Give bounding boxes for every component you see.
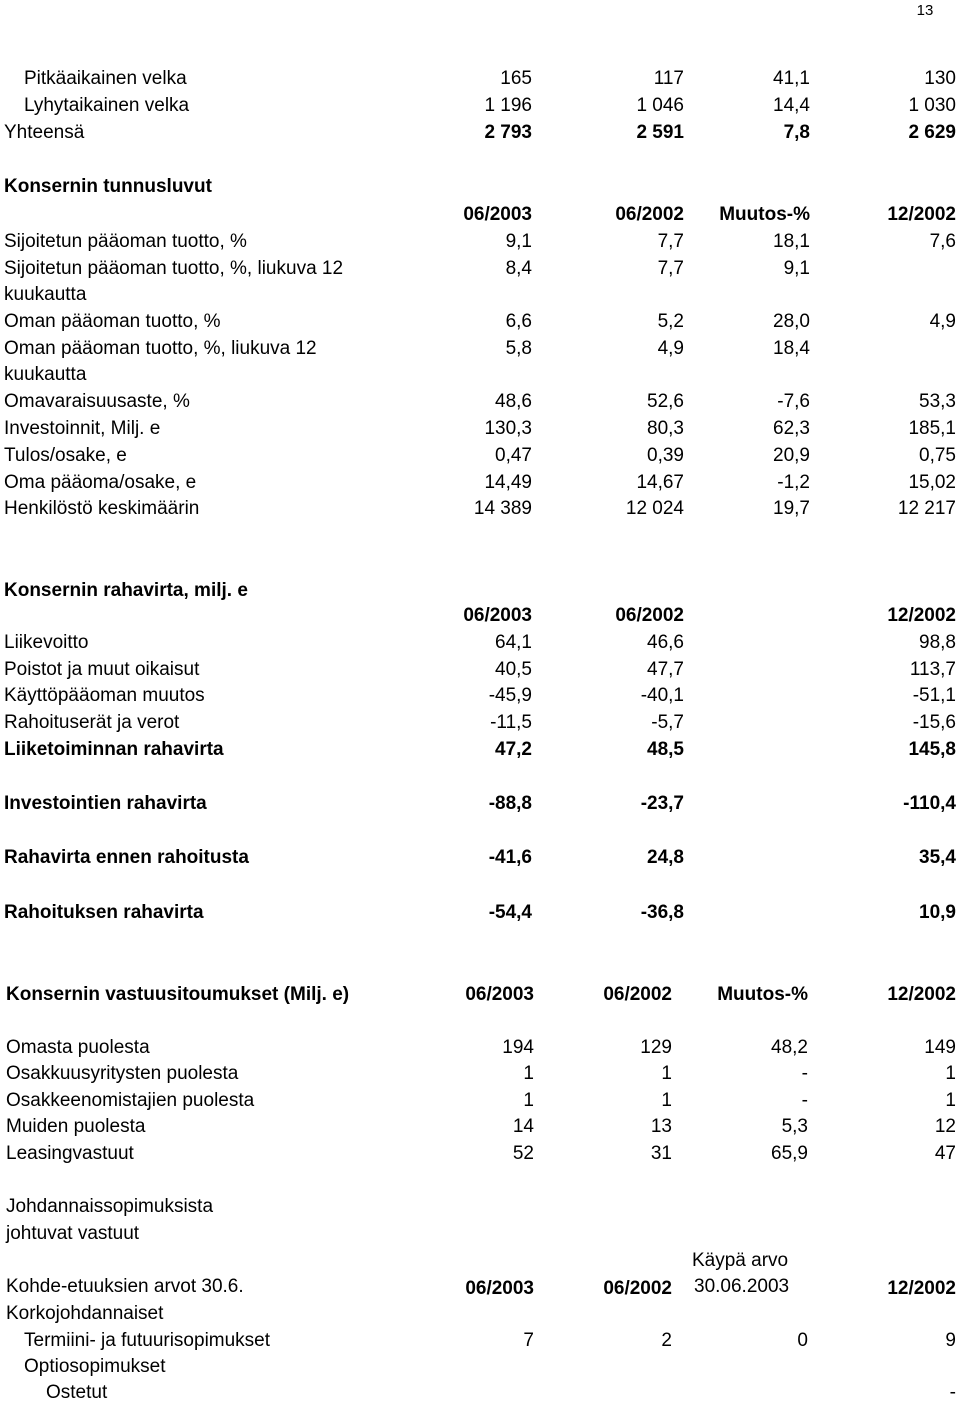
cell: -88,8 [488, 793, 532, 814]
cell: 4,9 [657, 338, 684, 359]
table-row [0, 497, 960, 523]
cell: - [801, 1090, 808, 1111]
row-label: Oman pääoman tuotto, % [4, 311, 221, 332]
column-header: 12/2002 [887, 204, 956, 225]
row-label: Optiosopimukset [24, 1356, 166, 1377]
cell: 1 196 [484, 95, 532, 116]
table-row-subtotal [0, 846, 960, 872]
cell: 14 389 [473, 498, 532, 519]
row-label: Termiini- ja futuurisopimukset [24, 1330, 271, 1351]
row-label: Investointien rahavirta [4, 793, 207, 814]
row-label: Leasingvastuut [6, 1143, 134, 1164]
cell: -1,2 [777, 472, 810, 493]
cell: 20,9 [773, 445, 810, 466]
cell: 98,8 [919, 632, 956, 653]
page-number: 13 [916, 2, 934, 19]
cell: -40,1 [640, 685, 684, 706]
cell: 7 [523, 1330, 534, 1351]
cell: 14,49 [484, 472, 532, 493]
cell: 4,9 [929, 311, 956, 332]
cell: -36,8 [640, 902, 684, 923]
cell: 2 629 [908, 122, 956, 143]
row-label: Muiden puolesta [6, 1116, 146, 1137]
cell: 117 [653, 68, 684, 89]
cell: 7,8 [783, 122, 810, 143]
row-label-continued: kuukautta [4, 284, 87, 305]
table-row [0, 94, 960, 120]
derivatives-title [0, 1222, 960, 1248]
cell: -23,7 [640, 793, 684, 814]
cell: 2 793 [484, 122, 532, 143]
cell: 14,4 [773, 95, 810, 116]
row-label: Pitkäaikainen velka [24, 68, 187, 89]
table-row [0, 1036, 960, 1062]
row-label: Poistot ja muut oikaisut [4, 659, 200, 680]
fair-value-date: 30.06.2003 [694, 1276, 790, 1297]
fair-value-header [0, 1249, 960, 1275]
cell: -41,6 [488, 847, 532, 868]
column-header: Muutos-% [717, 984, 808, 1005]
cell: -110,4 [903, 793, 956, 814]
cell: 48,5 [647, 739, 684, 760]
table-row [0, 1355, 960, 1381]
derivatives-title-line2: johtuvat vastuut [6, 1223, 140, 1244]
row-label: Oma pääoma/osake, e [4, 472, 197, 493]
cell: 130,3 [484, 418, 532, 439]
cell: -51,1 [912, 685, 956, 706]
table-row [0, 444, 960, 470]
cell: 15,02 [908, 472, 956, 493]
cell: 53,3 [919, 391, 956, 412]
cell: 194 [502, 1037, 534, 1058]
row-label: Oman pääoman tuotto, %, liukuva 12 [4, 338, 317, 359]
cell: 9 [945, 1330, 956, 1351]
cell: -11,5 [490, 712, 532, 733]
row-label: Tulos/osake, e [4, 445, 127, 466]
cell: 12 [934, 1116, 956, 1137]
row-label: Osakkuusyritysten puolesta [6, 1063, 239, 1084]
table-row [0, 1381, 960, 1407]
cell: 41,1 [773, 68, 810, 89]
cell: 9,1 [783, 258, 810, 279]
row-label: Investoinnit, Milj. e [4, 418, 161, 439]
cell: 9,1 [505, 231, 532, 252]
column-header: 06/2002 [615, 204, 684, 225]
column-header: Muutos-% [719, 204, 810, 225]
cashflow-title: Konsernin rahavirta, milj. e [4, 580, 248, 601]
cell: 13 [650, 1116, 672, 1137]
cell: 52 [512, 1143, 534, 1164]
row-label: Sijoitetun pääoman tuotto, % [4, 231, 247, 252]
cell: 129 [640, 1037, 672, 1058]
cell: 0,47 [495, 445, 532, 466]
table-header [0, 1275, 960, 1301]
cell: 47,7 [647, 659, 684, 680]
cell: -7,6 [777, 391, 810, 412]
cell: 10,9 [919, 902, 956, 923]
table-row [0, 310, 960, 336]
table-row [0, 1142, 960, 1168]
table-row [0, 631, 960, 657]
table-row [0, 684, 960, 710]
cell: 65,9 [771, 1143, 808, 1164]
cell: - [801, 1063, 808, 1084]
table-row-subtotal [0, 792, 960, 818]
cell: 0,39 [647, 445, 684, 466]
table-row [0, 711, 960, 737]
row-label: Käyttöpääoman muutos [4, 685, 205, 706]
cell: 14 [512, 1116, 534, 1137]
row-label: Yhteensä [4, 122, 85, 143]
cell: 47,2 [495, 739, 532, 760]
cell: 1 030 [908, 95, 956, 116]
cell: 7,6 [929, 231, 956, 252]
cell: -5,7 [651, 712, 684, 733]
cell: 0,75 [919, 445, 956, 466]
table-row [0, 1062, 960, 1088]
row-label: Osakkeenomistajien puolesta [6, 1090, 255, 1111]
cell: 7,7 [657, 258, 684, 279]
table-row [0, 230, 960, 256]
cell: 165 [500, 68, 532, 89]
cell: 12 217 [897, 498, 956, 519]
derivatives-title [0, 1195, 960, 1221]
table-row [0, 67, 960, 93]
table-row [0, 471, 960, 497]
cell: 31 [650, 1143, 672, 1164]
cell: 28,0 [773, 311, 810, 332]
cell: 0 [797, 1330, 808, 1351]
column-header: 06/2002 [603, 984, 672, 1005]
row-label: Omavaraisuusaste, % [4, 391, 190, 412]
cell: 18,1 [773, 231, 810, 252]
column-header: 06/2003 [465, 984, 534, 1005]
cell: 35,4 [919, 847, 956, 868]
row-label: Ostetut [46, 1382, 108, 1403]
table-row [0, 390, 960, 416]
cell: - [949, 1382, 956, 1403]
table-row-total [0, 121, 960, 147]
column-header: 06/2003 [463, 605, 532, 626]
row-label: Rahavirta ennen rahoitusta [4, 847, 249, 868]
column-header: 12/2002 [887, 1278, 956, 1299]
cell: 40,5 [495, 659, 532, 680]
table-row [0, 1302, 960, 1328]
table-row [0, 1115, 960, 1141]
row-label: Liikevoitto [4, 632, 89, 653]
cell: 64,1 [495, 632, 532, 653]
column-header: 06/2003 [465, 1278, 534, 1299]
derivatives-title-line1: Johdannaissopimuksista [6, 1196, 214, 1217]
cell: -45,9 [488, 685, 532, 706]
table-row [0, 337, 960, 389]
row-label-continued: kuukautta [4, 364, 87, 385]
table-header [0, 983, 960, 1009]
cell: 2 591 [636, 122, 684, 143]
row-label: Omasta puolesta [6, 1037, 150, 1058]
cell: 62,3 [773, 418, 810, 439]
cell: 7,7 [657, 231, 684, 252]
table-row-subtotal [0, 738, 960, 764]
row-label: Rahoituksen rahavirta [4, 902, 204, 923]
cell: 1 [523, 1090, 534, 1111]
table-row-subtotal [0, 901, 960, 927]
row-label: Henkilöstö keskimäärin [4, 498, 200, 519]
table-row [0, 257, 960, 309]
cell: 1 046 [636, 95, 684, 116]
cell: 2 [661, 1330, 672, 1351]
cell: -15,6 [912, 712, 956, 733]
column-header: 06/2002 [615, 605, 684, 626]
cell: 19,7 [773, 498, 810, 519]
cell: 80,3 [647, 418, 684, 439]
cell: 5,2 [657, 311, 684, 332]
row-label: Korkojohdannaiset [6, 1303, 164, 1324]
cell: 48,6 [495, 391, 532, 412]
section-title [0, 579, 960, 605]
row-label: Kohde-etuuksien arvot 30.6. [6, 1276, 244, 1297]
cell: 24,8 [647, 847, 684, 868]
cell: 47 [934, 1143, 956, 1164]
row-label: Sijoitetun pääoman tuotto, %, liukuva 12 [4, 258, 344, 279]
fair-value-label: Käypä arvo [692, 1250, 789, 1271]
cell: 52,6 [647, 391, 684, 412]
column-header: 12/2002 [887, 605, 956, 626]
cell: 149 [924, 1037, 956, 1058]
cell: 48,2 [771, 1037, 808, 1058]
cell: 14,67 [636, 472, 684, 493]
cell: 113,7 [909, 659, 956, 680]
table-row [0, 658, 960, 684]
cell: 185,1 [908, 418, 956, 439]
cell: 12 024 [625, 498, 684, 519]
column-header: 06/2003 [463, 204, 532, 225]
table-header [0, 203, 960, 229]
cell: 8,4 [505, 258, 532, 279]
cell: 5,8 [505, 338, 532, 359]
row-label: Liiketoiminnan rahavirta [4, 739, 224, 760]
cell: -54,4 [488, 902, 532, 923]
commitments-title: Konsernin vastuusitoumukset (Milj. e) [6, 984, 350, 1005]
cell: 1 [523, 1063, 534, 1084]
cell: 130 [924, 68, 956, 89]
cell: 1 [945, 1063, 956, 1084]
cell: 1 [661, 1063, 672, 1084]
cell: 5,3 [781, 1116, 808, 1137]
table-row [0, 1089, 960, 1115]
column-header: 06/2002 [603, 1278, 672, 1299]
table-row [0, 1329, 960, 1355]
column-header: 12/2002 [887, 984, 956, 1005]
table-row [0, 417, 960, 443]
cell: 145,8 [908, 739, 956, 760]
kpi-title: Konsernin tunnusluvut [4, 176, 212, 197]
table-header [0, 604, 960, 630]
cell: 1 [945, 1090, 956, 1111]
row-label: Rahoituserät ja verot [4, 712, 180, 733]
cell: 1 [661, 1090, 672, 1111]
section-title [0, 175, 960, 201]
cell: 18,4 [773, 338, 810, 359]
row-label: Lyhytaikainen velka [24, 95, 190, 116]
cell: 6,6 [505, 311, 532, 332]
cell: 46,6 [647, 632, 684, 653]
